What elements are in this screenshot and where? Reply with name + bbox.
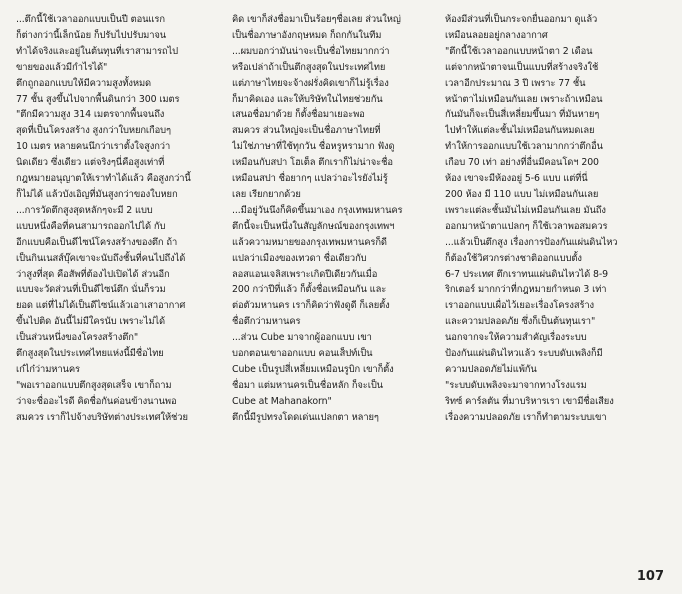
text-line: คิด เขาก็ส่งชื่อมาเป็นร้อยๆชื่อเลย ส่วนใหญ่ [232,14,401,25]
text-line: นิดเดียว ซึ่งเดียว แต่จริงๆนี่คือสูงเท่าที่ [16,157,165,169]
text-line: เพราะแต่ละชั้นมันไม่เหมือนกันเลย มันถึง [445,204,606,216]
text-line: อีกแบบคือเป็นดีไซน์โครงสร้างของตึก ถ้า [16,236,178,248]
text-line: บอกตอนเขาออกแบบ คอนเส็ปท์เป็น [232,348,373,360]
paragraph [232,203,434,330]
text-line: ริทซ์ คาร์ลตัน ที่มาบริหารเรา เขามีชื่อเสียง [445,395,614,407]
text-line: ก็ต่างกว่านี้เล็กน้อย ก็ปรับไปปรับมาจน [16,29,167,41]
text-line: เก๋ไก๋ว่ามหานคร [16,363,80,375]
text-line: นอกจากจะให้ความสำคัญเรื่องระบบ [445,332,587,344]
paragraph [445,378,651,426]
text-line: ขึ้นไปติด อันนี้ไม่มีใครนับ เพราะไม่ได้ [16,316,166,328]
text-line: "ตึกนี้ใช้เวลาออกแบบหน้าตา 2 เดือน [445,45,593,57]
text-line: ...แล้วเป็นตึกสูง เรื่องการป้องกันแผ่นดินไหว [445,236,618,248]
text-line: สุดที่เป็นโครงสร้าง สูงกว่าใบหยกเกือบๆ [16,125,171,137]
text-line: ริกเตอร์ มากกว่าที่กฎหมายกำหนด 3 เท่า [445,284,607,296]
text-column-3 [445,12,651,426]
text-line: เกือบ 70 เท่า อย่างที่อื่นมีคอนโดฯ 200 [445,157,599,169]
text-line: กันมันก็จะเป็นสี่เหลี่ยมขึ้นมา ที่มันหายๆ [445,109,600,121]
text-line: แต่จากหน้าตาจนเป็นแบบที่สร้างจริงใช้ [445,61,599,73]
text-line: ทำให้การออกแบบใช้เวลามากกว่าตึกอื่น [445,141,603,153]
text-line: แล้วความหมายของกรุงเทพมหานครก็ดี [232,236,387,248]
text-line: เป็นกินเนสส์บุ๊คเขาจะนับถึงชั้นที่คนไปถึงได้ [16,252,186,264]
text-line: เรื่องความปลอดภัย เราก็ทำตามระบบเขา [445,411,607,423]
paragraph [232,410,434,426]
text-line: สมควร เราก็ไปจ้างบริษัทต่างประเทศให้ช่วย [16,411,188,423]
page-number: 107 [636,569,664,584]
text-line: หรือเปล่าถ้าเป็นตึกสูงสุดในประเทศไทย [232,61,386,73]
text-line: หน้าตาไม่เหมือนกันเลย เพราะถ้าเหมือน [445,93,603,105]
text-line: ความปลอดภัยไม่แพ้กัน [445,363,537,375]
text-line: ชื่อมา แต่มหานครเป็นชื่อหลัก ก็จะเป็น [232,379,383,391]
text-line: ห้อง เขาจะมีห้องอยู่ 5-6 แบบ แต่ที่นี่ [445,173,588,185]
paragraph [16,12,218,76]
paragraph [445,44,651,235]
text-line: ลอสแอนเจลิสเพราะเกิดปีเดียวกันเมื่อ [232,268,378,280]
text-line: เสนอชื่อมาด้วย ก็ตั้งชื่อมาเยอะพอ [232,109,365,121]
text-line: ...มีอยู่วันนึงก็คิดขึ้นมาเอง กรุงเทพมหานคร [232,204,403,216]
text-line: ตึกถูกออกแบบให้มีความสูงทั้งหมด [16,77,152,89]
text-line: ...ตึกนี้ใช้เวลาออกแบบเป็นปี ตอนแรก [16,14,165,25]
text-line: Cube เป็นรูปสี่เหลี่ยมเหมือนรูบิก เขาก็ตั้ง [232,363,394,375]
text-line: และความปลอดภัย ซึ่งก็เป็นต้นทุนเรา" [445,316,596,328]
text-line: ไม่ใช่ภาษาที่ใช้ทุกวัน ชื่อหรูหรามาก ฟังดู [232,141,395,153]
text-line: ตึกสูงสุดในประเทศไทยแห่งนี้มีชื่อไทย [16,348,164,360]
text-line: ว่าจะชื่ออะไรดี คิดชื่อกันค่อนข้างนานพอ [16,395,177,407]
text-line: 77 ชั้น สูงขึ้นไปจากพื้นดินกว่า 300 เมตร [16,93,180,105]
text-line: เป็นชื่อภาษาอังกฤษหมด ก็ถกกันในทีม [232,29,382,41]
text-line: Cube at Mahanakorn" [232,395,332,407]
text-line: เหมือนกับสปา โฮเต็ล ตึกเราก็ไม่น่าจะชื่อ [232,157,393,169]
text-line: 200 กว่าปีที่แล้ว ก็ตั้งชื่อเหมือนกัน และ [232,284,387,296]
text-line: ต่อตัวมหานคร เราก็คิดว่าฟังดูดี ก็เลยตั้ง [232,300,390,312]
text-line: ...ผมบอกว่ามันน่าจะเป็นชื่อไทยมากกว่า [232,45,390,57]
text-line: 6-7 ประเทศ ตึกเราทนแผ่นดินไหวได้ 8-9 [445,268,608,280]
paragraph [445,235,651,330]
text-line: 10 เมตร หลายคนนึกว่าเราตั้งใจสูงกว่า [16,141,171,153]
text-line: ห้องมีส่วนที่เป็นกระจกยื่นออกมา ดูแล้ว [445,14,598,25]
text-line: ...ส่วน Cube มาจากผู้ออกแบบ เขา [232,332,372,344]
text-line: เวลาอีกประมาณ 3 ปี เพราะ 77 ชั้น [445,77,586,89]
paragraph [445,12,651,44]
text-line: ก็มาคิดเอง และให้บริษัทในไทยช่วยกัน [232,93,383,105]
text-line: "ระบบดับเพลิงจะมาจากทางโรงแรม [445,379,587,391]
text-line: ว่าสูงที่สุด คือสัพที่ต้องไปเปิดได้ ส่วนอีก [16,268,170,280]
text-line: เลย เรียกยากด้วย [232,188,301,200]
paragraph [16,203,218,346]
text-line: ก็ไม่ได้ แล้วบังเอิญที่มันสูงกว่าของใบหยก [16,188,178,200]
text-line: ชื่อตึกว่ามหานคร [232,316,301,328]
text-line: ขายของแล้วมีกำไรได้" [16,61,108,73]
text-line: ไปทำให้แต่ละชั้นไม่เหมือนกันหมดเลย [445,125,595,137]
paragraph [232,44,434,203]
text-line: 200 ห้อง มี 110 แบบ ไม่เหมือนกันเลย [445,188,599,200]
text-line: ยอด แต่ที่ไม่ได้เป็นดีไซน์แล้วเอาเสาอากาศ [16,300,186,312]
text-line: เหมือนสปา ชื่อยากๆ แปลว่าอะไรยังไม่รู้ [232,173,388,185]
text-line: "พอเราออกแบบตึกสูงสุดเสร็จ เขาก็ถาม [16,379,172,391]
text-line: ก็ต้องใช้วิศวกรต่างชาติออกแบบตั้ง [445,252,582,264]
paragraph [16,76,218,203]
text-line: แบบจะวัดส่วนที่เป็นดีไซน์ตึก นั่นก็รวม [16,284,166,296]
text-column-2 [232,12,434,426]
paragraph [16,346,218,378]
paragraph [445,330,651,378]
text-line: เราออกแบบเผื่อไว้เยอะเรื่องโครงสร้าง [445,300,595,312]
paragraph [232,12,434,44]
paragraph [16,378,218,426]
text-line: ...การวัดตึกสูงสุดหลักๆจะมี 2 แบบ [16,204,153,216]
text-line: แบบหนึ่งคือที่คนสามารถออกไปได้ กับ [16,220,166,232]
text-line: เป็นส่วนหนึ่งของโครงสร้างตึก" [16,332,139,344]
text-line: ป้องกันแผ่นดินไหวแล้ว ระบบดับเพลิงก็มี [445,348,603,360]
text-line: แปลว่าเมืองของเทวดา ชื่อเดียวกับ [232,252,367,264]
text-line: ตึกนี้จะเป็นหนึ่งในสัญลักษณ์ของกรุงเทพฯ [232,220,395,232]
text-column-1 [16,12,218,426]
text-line: กฎหมายอนุญาตให้เราทำได้แล้ว คือสูงกว่านี้ [16,173,191,185]
text-line: เหมือนลอยอยู่กลางอากาศ [445,29,548,41]
paragraph [232,330,434,410]
text-line: ออกมาหน้าตาแปลกๆ ก็ใช้เวลาพอสมควร [445,220,608,232]
text-line: ทำได้จริงและอยู่ในต้นทุนที่เราสามารถไป [16,45,178,57]
text-line: สมควร ส่วนใหญ่จะเป็นชื่อภาษาไทยที่ [232,125,381,137]
text-line: "ตึกมีความสูง 314 เมตรจากพื้นจนถึง [16,109,165,121]
text-line: ตึกนี้มีรูปทรงโดดเด่นแปลกตา หลายๆ [232,411,379,423]
text-line: แต่ภาษาไทยจะจ้างฝรั่งคิดเขาก็ไม่รู้เรื่อง [232,77,389,89]
